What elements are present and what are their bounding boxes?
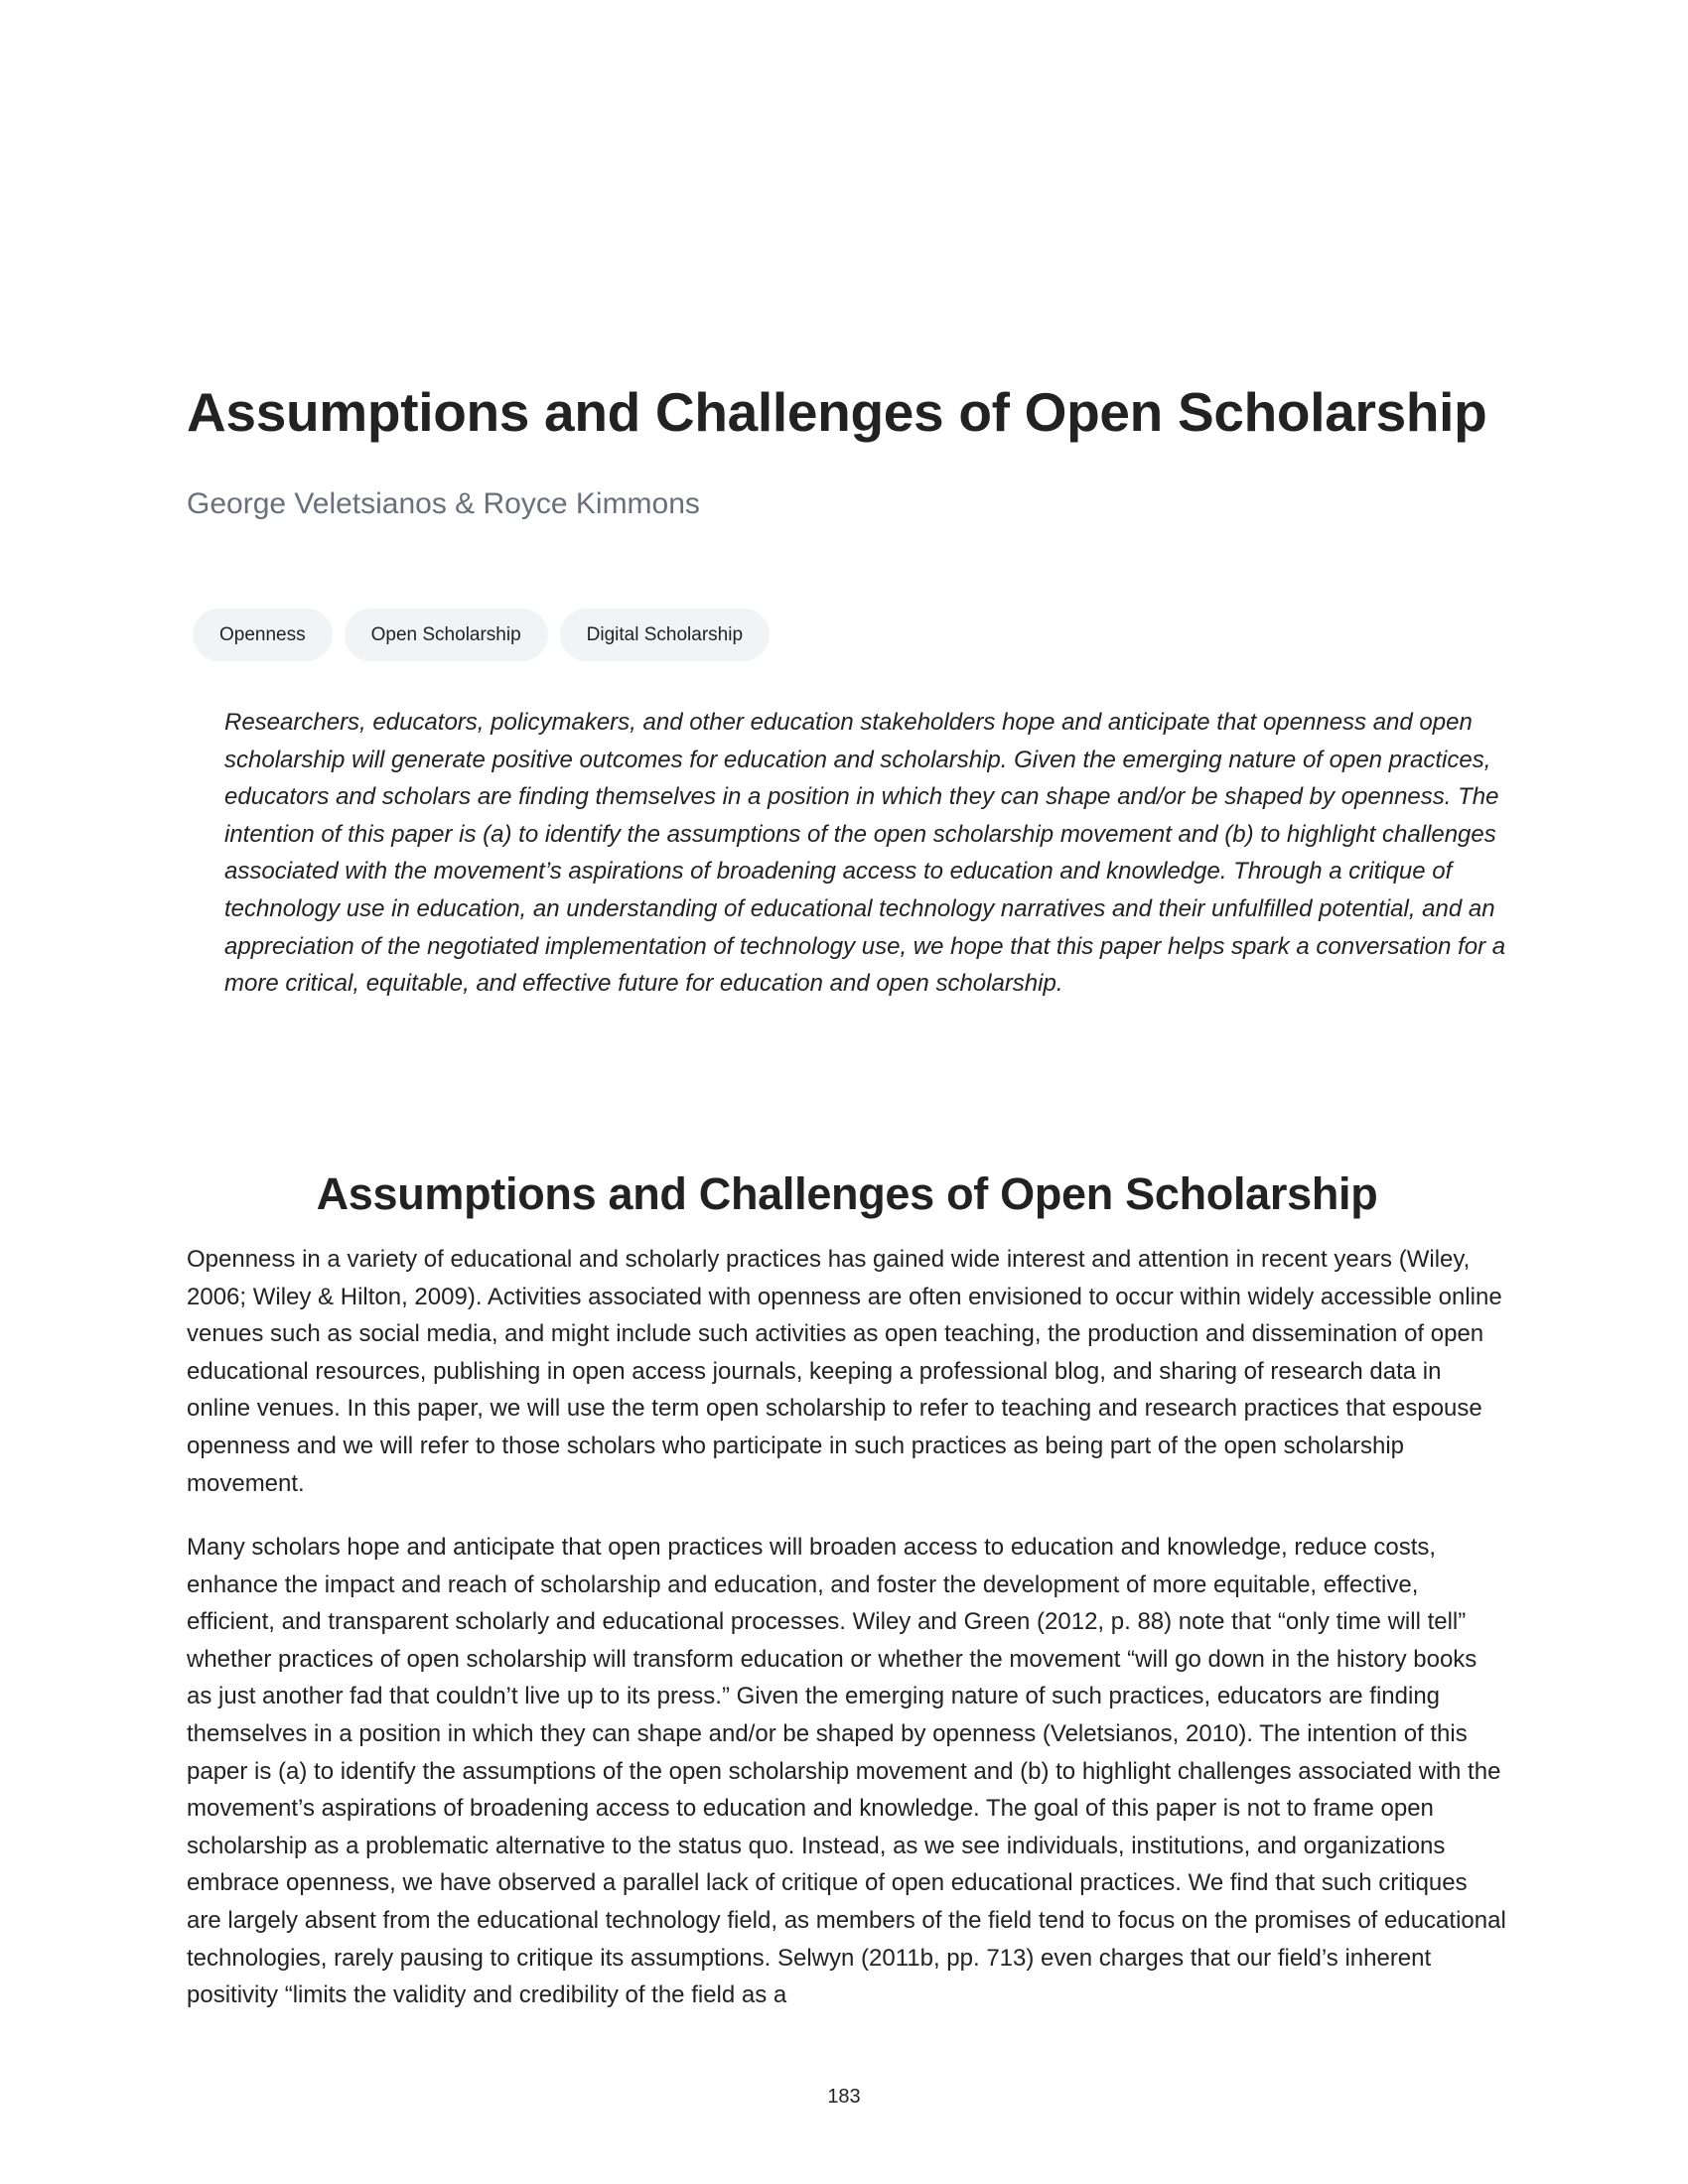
tag-open-scholarship[interactable]: Open Scholarship — [345, 609, 548, 661]
page-number: 183 — [827, 2086, 861, 2108]
article-authors: George Veletsianos & Royce Kimmons — [187, 487, 700, 520]
section-heading: Assumptions and Challenges of Open Scholarship — [316, 1168, 1378, 1219]
keyword-tags — [193, 609, 770, 661]
tag-digital-scholarship[interactable]: Digital Scholarship — [560, 609, 770, 661]
tag-openness[interactable]: Openness — [193, 609, 333, 661]
article-title: Assumptions and Challenges of Open Scholarship — [187, 381, 1487, 443]
body-paragraph: Many scholars hope and anticipate that open practices will broaden access to education and knowledge, reduce costs, enhance the impact and reach of scholarship and education, and foster the development of more equitable, effective, efficient, and transparent scholarly and educational processes. Wiley and Green (2012, p. 88) note that “only time will tell” whether practices of open scholarship will transform education or whether the movement “will go down in the history books as just another fad that couldn’t live up to its press.” Given the emerging nature of such practices, educators are finding themselves in a position in which they can shape and/or be shaped by openness (Veletsianos, 2010). The intention of this paper is (a) to identify the assumptions of the open scholarship movement and (b) to highlight challenges associated with the movement’s aspirations of broadening access to education and knowledge. The goal of this paper is not to frame open scholarship as a problematic alternative to the status quo. Instead, as we see individuals, institutions, and organizations embrace openness, we have observed a parallel lack of critique of open educational practices. We find that such critiques are largely absent from the educational technology field, as members of the field tend to focus on the promises of educational technologies, rarely pausing to critique its assumptions. Selwyn (2011b, pp. 713) even charges that our field’s inherent positivity “limits the validity and credibility of the field as a — [187, 1534, 1506, 2009]
abstract: Researchers, educators, policymakers, and other education stakeholders hope and anticipate that openness and open scholarship will generate positive outcomes for education and scholarship. Given the emerging nature of open practices, educators and scholars are finding themselves in a position in which they can shape and/or be shaped by openness. The intention of this paper is (a) to identify the assumptions of the open scholarship movement and (b) to highlight challenges associated with the movement’s aspirations of broadening access to education and knowledge. Through a critique of technology use in education, an understanding of educational technology narratives and their unfulfilled potential, and an appreciation of the negotiated implementation of technology use, we hope that this paper helps spark a conversation for a more critical, equitable, and effective future for education and open scholarship. — [224, 709, 1506, 998]
body-paragraph: Openness in a variety of educational and scholarly practices has gained wide interest and attention in recent years (Wiley, 2006; Wiley & Hilton, 2009). Activities associated with openness are often envisioned to occur within widely accessible online venues such as social media, and might include such activities as open teaching, the production and dissemination of open educational resources, publishing in open access journals, keeping a professional blog, and sharing of research data in online venues. In this paper, we will use the term open scholarship to refer to teaching and research practices that espouse openness and we will refer to those scholars who participate in such practices as being part of the open scholarship movement. — [187, 1246, 1502, 1497]
